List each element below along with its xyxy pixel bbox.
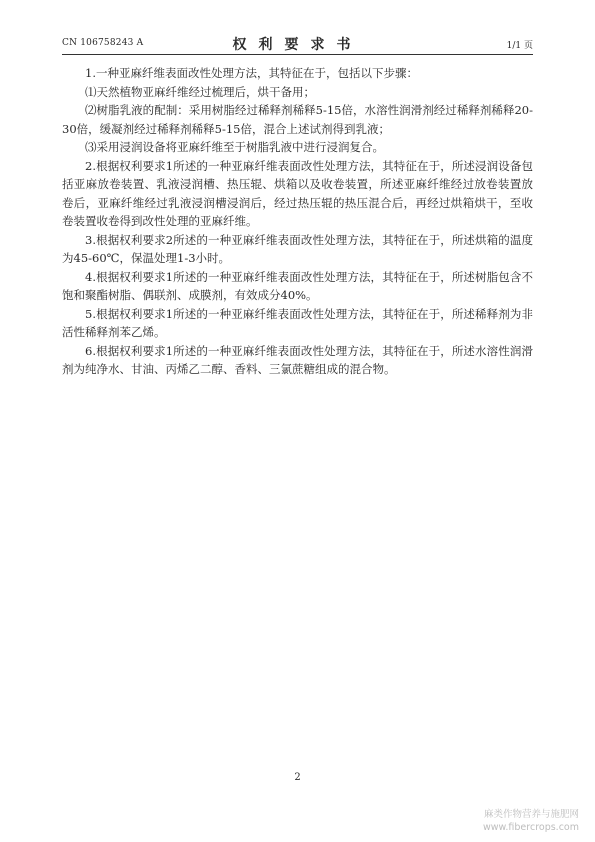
claims-body [62,64,533,379]
claim-6: 6.根据权利要求1所述的一种亚麻纤维表面改性处理方法，其特征在于，所述水溶性润滑剂为纯净水、甘油、丙烯乙二醇、香料、三氯蔗糖组成的混合物。 [62,343,533,376]
claim-5: 5.根据权利要求1所述的一种亚麻纤维表面改性处理方法，其特征在于，所述稀释剂为非活性稀释剂苯乙烯。 [62,306,533,339]
watermark-name: 麻类作物营养与施肥网 [483,809,579,820]
site-watermark [449,808,579,834]
claim-1-step-1: ⑴天然植物亚麻纤维经过梳理后，烘干备用； [85,84,315,99]
claim-1-step-3: ⑶采用浸润设备将亚麻纤维至于树脂乳液中进行浸润复合。 [85,140,384,154]
header-rule [62,54,533,55]
claim-2: 2.根据权利要求1所述的一种亚麻纤维表面改性处理方法，其特征在于，所述浸润设备包括亚麻放卷装置、乳液浸润槽、热压辊、烘箱以及收卷装置，所述亚麻纤维经过放卷装置放卷后，亚麻纤维经过乳液浸润槽浸润后，经过热压辊的热压混合后，再经过烘箱烘干，至收卷装置收卷得到改性处理的亚麻纤维。 [62,158,533,228]
page-indicator: 1/1 页 [506,41,533,51]
publication-number: CN 106758243 A [62,38,144,48]
watermark-url: www.fibercrops.com [482,822,579,833]
claim-3: 3.根据权利要求2所述的一种亚麻纤维表面改性处理方法，其特征在于，所述烘箱的温度为45-60℃，保温处理1-3小时。 [62,232,533,265]
claim-4: 4.根据权利要求1所述的一种亚麻纤维表面改性处理方法，其特征在于，所述树脂包含不饱和聚酯树脂、偶联剂、成膜剂，有效成分40%。 [62,269,533,302]
document-header [62,34,533,52]
document-title: 权利要求书 [232,37,363,53]
claim-1: 1.一种亚麻纤维表面改性处理方法，其特征在于，包括以下步骤： [85,66,418,80]
page-number: 2 [294,772,301,783]
claim-1-step-2: ⑵树脂乳液的配制：采用树脂经过稀释剂稀释5-15倍，水溶性润滑剂经过稀释剂稀释20-30倍，缓凝剂经过稀释剂稀释5-15倍，混合上述试剂得到乳液； [62,103,533,136]
